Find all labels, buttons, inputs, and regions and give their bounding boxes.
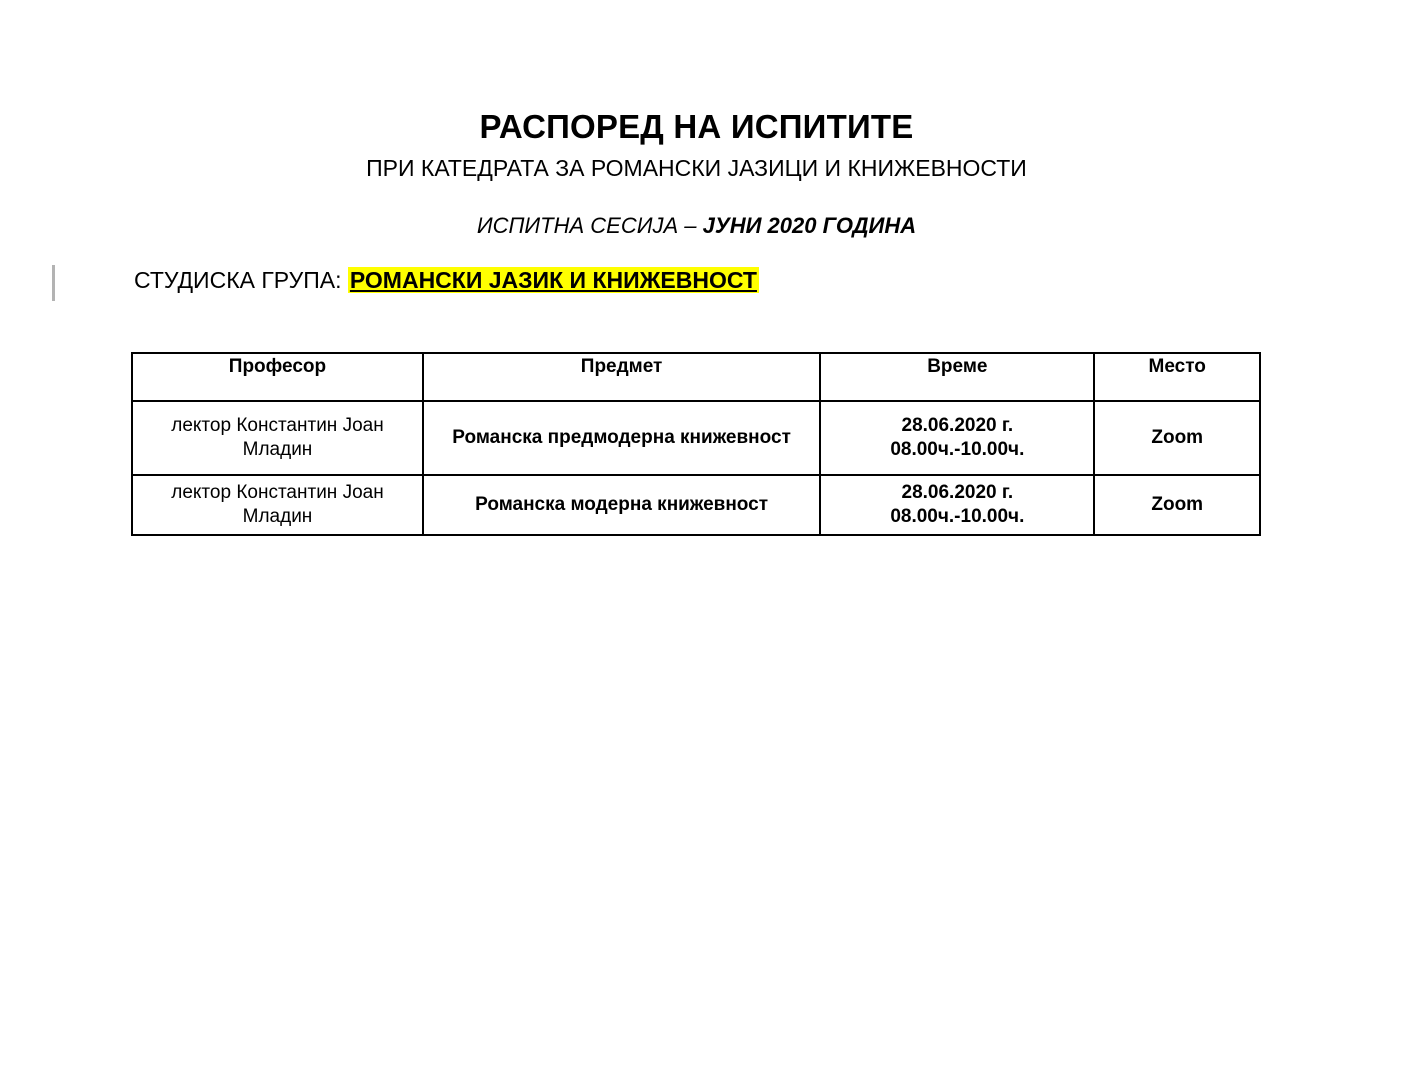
- exam-date: 28.06.2020 г.: [901, 482, 1014, 503]
- column-header-time: Време: [820, 353, 1094, 401]
- study-group-line: [134, 267, 759, 294]
- exam-hours: 08.00ч.-10.00ч.: [890, 439, 1025, 460]
- time-cell: [820, 475, 1094, 535]
- column-header-place: Место: [1094, 353, 1260, 401]
- session-label: ИСПИТНА СЕСИЈА –: [476, 213, 703, 238]
- table-row: [132, 401, 1260, 475]
- subject-cell: Романска предмодерна книжевност: [423, 401, 820, 475]
- change-bar: [52, 265, 55, 301]
- place-cell: Zoom: [1094, 401, 1260, 475]
- professor-cell: [132, 475, 423, 535]
- professor-name: лектор Константин Јоан: [171, 482, 384, 503]
- table-row: [132, 475, 1260, 535]
- department-subtitle: ПРИ КАТЕДРАТА ЗА РОМАНСКИ ЈАЗИЦИ И КНИЖЕВНОСТИ: [366, 155, 1027, 181]
- professor-surname: Младин: [242, 506, 313, 527]
- exam-hours: 08.00ч.-10.00ч.: [890, 506, 1025, 527]
- exam-schedule-table: [131, 352, 1261, 536]
- exam-date: 28.06.2020 г.: [901, 415, 1014, 436]
- column-header-professor: Професор: [132, 353, 423, 401]
- study-group-label: СТУДИСКА ГРУПА:: [134, 267, 348, 293]
- exam-session-line: [0, 213, 1393, 239]
- subject-cell: Романска модерна книжевност: [423, 475, 820, 535]
- professor-surname: Младин: [242, 439, 313, 460]
- professor-name: лектор Константин Јоан: [171, 415, 384, 436]
- page-title: РАСПОРЕД НА ИСПИТИТЕ: [479, 108, 914, 145]
- professor-cell: [132, 401, 423, 475]
- place-cell: Zoom: [1094, 475, 1260, 535]
- study-group-value: РОМАНСКИ ЈАЗИК И КНИЖЕВНОСТ: [349, 267, 757, 293]
- column-header-subject: Предмет: [423, 353, 820, 401]
- time-cell: [820, 401, 1094, 475]
- table-header-row: [132, 353, 1260, 401]
- session-value: ЈУНИ 2020 ГОДИНА: [702, 213, 917, 238]
